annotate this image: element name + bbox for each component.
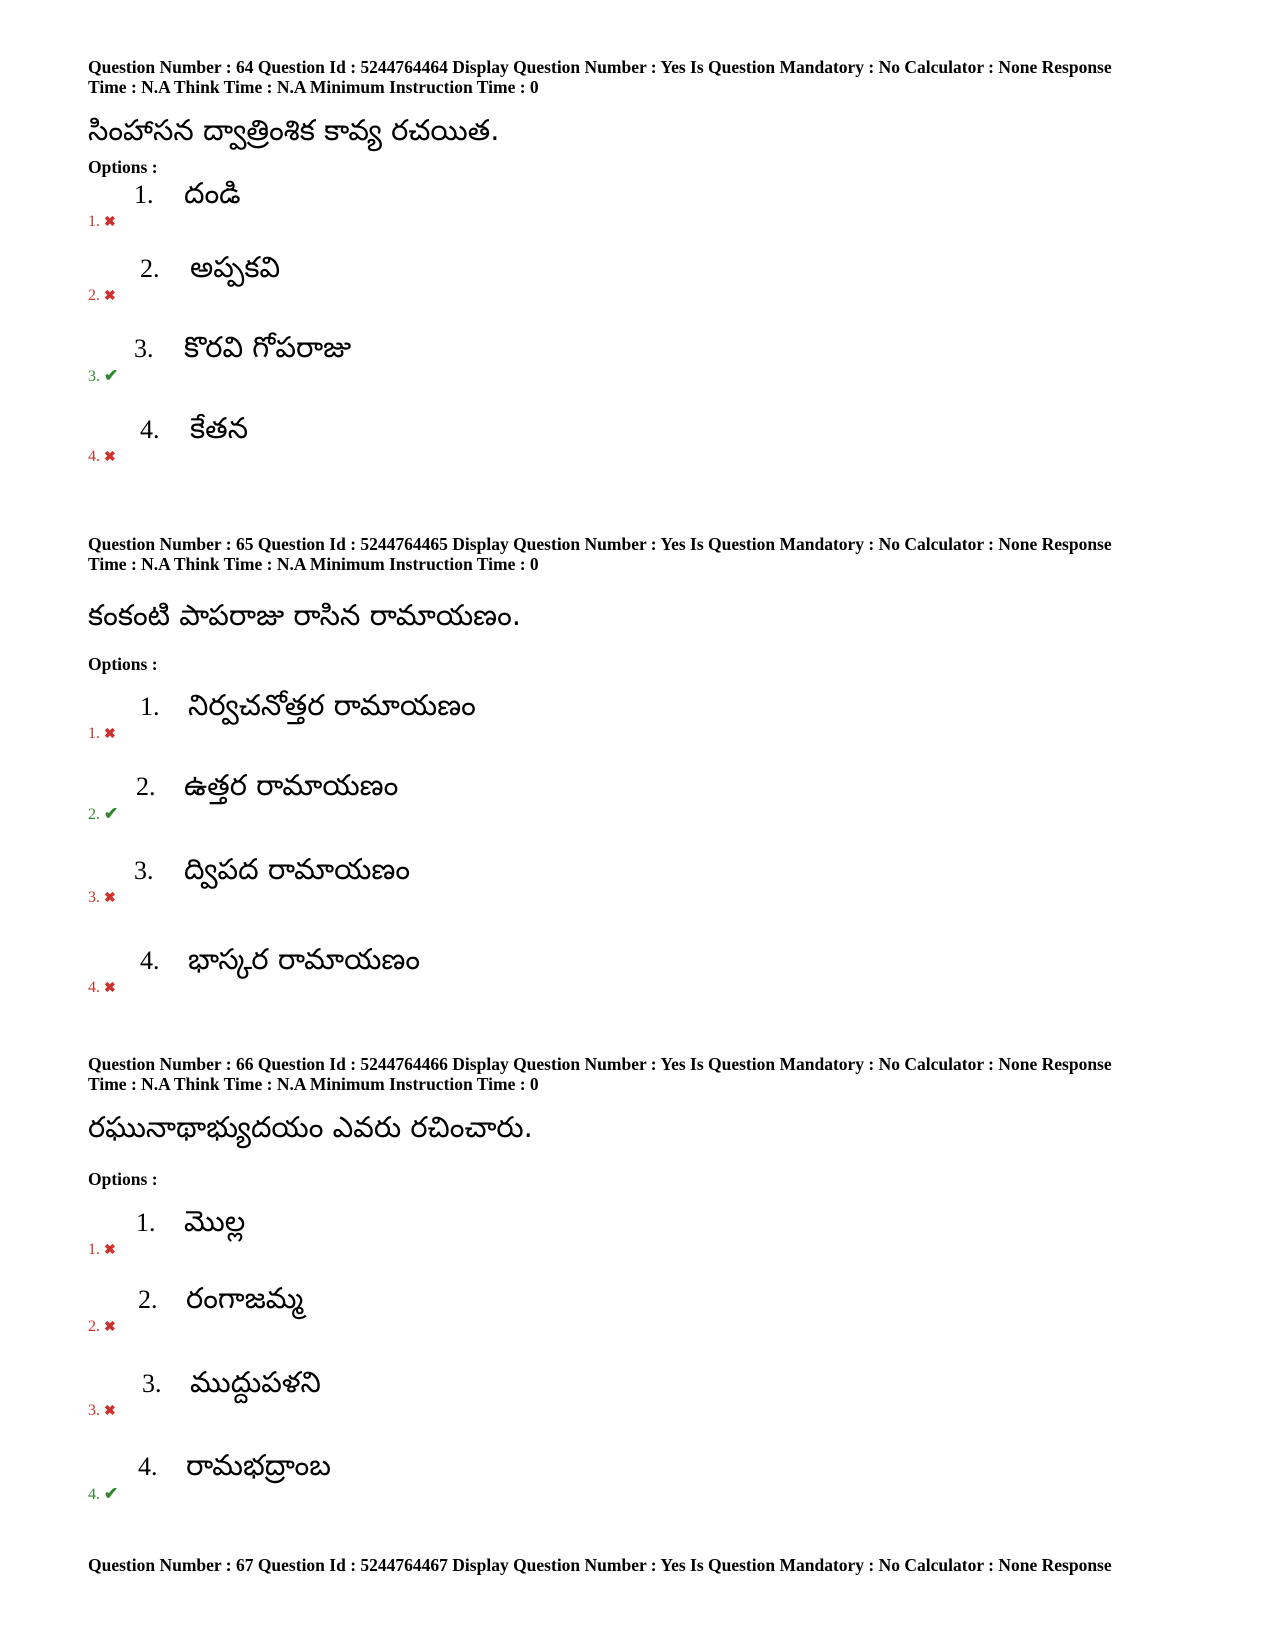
- option-text: కేతన: [190, 411, 249, 445]
- option-row: [88, 326, 788, 386]
- option-marker: 3. ✖: [88, 889, 116, 906]
- option-marker: 3. ✖: [88, 1402, 116, 1419]
- option-row: [88, 246, 788, 306]
- option-number: 1.: [140, 692, 160, 721]
- option-row: [88, 172, 788, 232]
- option-number: 2.: [140, 254, 160, 283]
- option-row: [88, 848, 788, 908]
- options-label: Options :: [88, 654, 158, 674]
- option-row: [88, 1200, 788, 1260]
- option-number: 1.: [134, 180, 154, 209]
- question-meta: [88, 1555, 1198, 1575]
- option-marker: 3. ✔: [88, 366, 119, 385]
- option-number: 2.: [136, 772, 156, 801]
- cross-icon: ✖: [104, 727, 116, 742]
- option-marker: 4. ✔: [88, 1484, 119, 1503]
- option-text: మొల్ల: [184, 1204, 246, 1238]
- cross-icon: ✖: [104, 981, 116, 996]
- cross-icon: ✖: [104, 1320, 116, 1335]
- option-marker: 4. ✖: [88, 448, 116, 465]
- option-text: నిర్వచనోత్తర రామాయణం: [188, 688, 476, 722]
- option-row: [88, 1277, 788, 1337]
- question-meta: [88, 57, 1198, 97]
- options-label: Options :: [88, 157, 158, 177]
- cross-icon: ✖: [104, 215, 116, 230]
- option-number: 3.: [134, 856, 154, 885]
- option-number: 4.: [138, 1452, 158, 1481]
- option-marker: 1. ✖: [88, 1241, 116, 1258]
- option-text: దండి: [184, 176, 241, 210]
- option-number: 4.: [140, 946, 160, 975]
- cross-icon: ✖: [104, 450, 116, 465]
- options-label: Options :: [88, 1169, 158, 1189]
- option-row: [88, 1444, 788, 1504]
- option-text: రామభద్రాంబ: [186, 1448, 332, 1482]
- question-text: కంకంటి పాపరాజు రాసిన రామాయణం.: [88, 598, 522, 632]
- option-marker: 2. ✖: [88, 287, 116, 304]
- option-row: [88, 1361, 788, 1421]
- question-meta-line-1: Question Number : 64 Question Id : 5244764464 Display Question Number : Yes Is Question Mandatory : No Calculator : None Response: [88, 57, 1112, 77]
- option-marker: 1. ✖: [88, 725, 116, 742]
- option-text: ఉత్తర రామాయణం: [184, 768, 399, 802]
- check-icon: ✔: [104, 804, 119, 823]
- option-text: భాస్కర రామాయణం: [188, 942, 421, 976]
- option-row: [88, 938, 788, 998]
- question-text: రఘునాథాభ్యుదయం ఎవరు రచించారు.: [88, 1110, 533, 1144]
- option-marker: 4. ✖: [88, 979, 116, 996]
- cross-icon: ✖: [104, 289, 116, 304]
- cross-icon: ✖: [104, 891, 116, 906]
- option-text: ముద్దుపళని: [190, 1365, 321, 1399]
- option-number: 4.: [140, 415, 160, 444]
- option-text: ద్విపద రామాయణం: [184, 852, 411, 886]
- option-marker: 2. ✔: [88, 804, 119, 823]
- option-number: 3.: [142, 1369, 162, 1398]
- option-text: అప్పకవి: [190, 250, 281, 284]
- option-marker: 2. ✖: [88, 1318, 116, 1335]
- question-meta-line-2: Time : N.A Think Time : N.A Minimum Instruction Time : 0: [88, 77, 539, 97]
- question-meta-line-1: Question Number : 65 Question Id : 5244764465 Display Question Number : Yes Is Question Mandatory : No Calculator : None Response: [88, 534, 1112, 554]
- option-row: [88, 684, 788, 744]
- question-meta: [88, 1054, 1198, 1094]
- check-icon: ✔: [104, 1484, 119, 1503]
- question-meta: [88, 534, 1198, 574]
- option-marker: 1. ✖: [88, 213, 116, 230]
- question-meta-line-1: Question Number : 66 Question Id : 5244764466 Display Question Number : Yes Is Question Mandatory : No Calculator : None Response: [88, 1054, 1112, 1074]
- cross-icon: ✖: [104, 1404, 116, 1419]
- check-icon: ✔: [104, 366, 119, 385]
- option-number: 2.: [138, 1285, 158, 1314]
- question-text: సింహాసన ద్వాత్రింశిక కావ్య రచయిత.: [88, 113, 500, 147]
- cross-icon: ✖: [104, 1243, 116, 1258]
- option-row: [88, 407, 788, 467]
- option-number: 3.: [134, 334, 154, 363]
- option-text: రంగాజమ్మ: [186, 1281, 304, 1315]
- option-text: కొరవి గోపరాజు: [184, 330, 352, 364]
- option-row: [88, 764, 788, 824]
- option-number: 1.: [136, 1208, 156, 1237]
- question-meta-line-1: Question Number : 67 Question Id : 5244764467 Display Question Number : Yes Is Question Mandatory : No Calculator : None Response: [88, 1555, 1112, 1575]
- question-meta-line-2: Time : N.A Think Time : N.A Minimum Instruction Time : 0: [88, 1074, 539, 1094]
- question-meta-line-2: Time : N.A Think Time : N.A Minimum Instruction Time : 0: [88, 554, 539, 574]
